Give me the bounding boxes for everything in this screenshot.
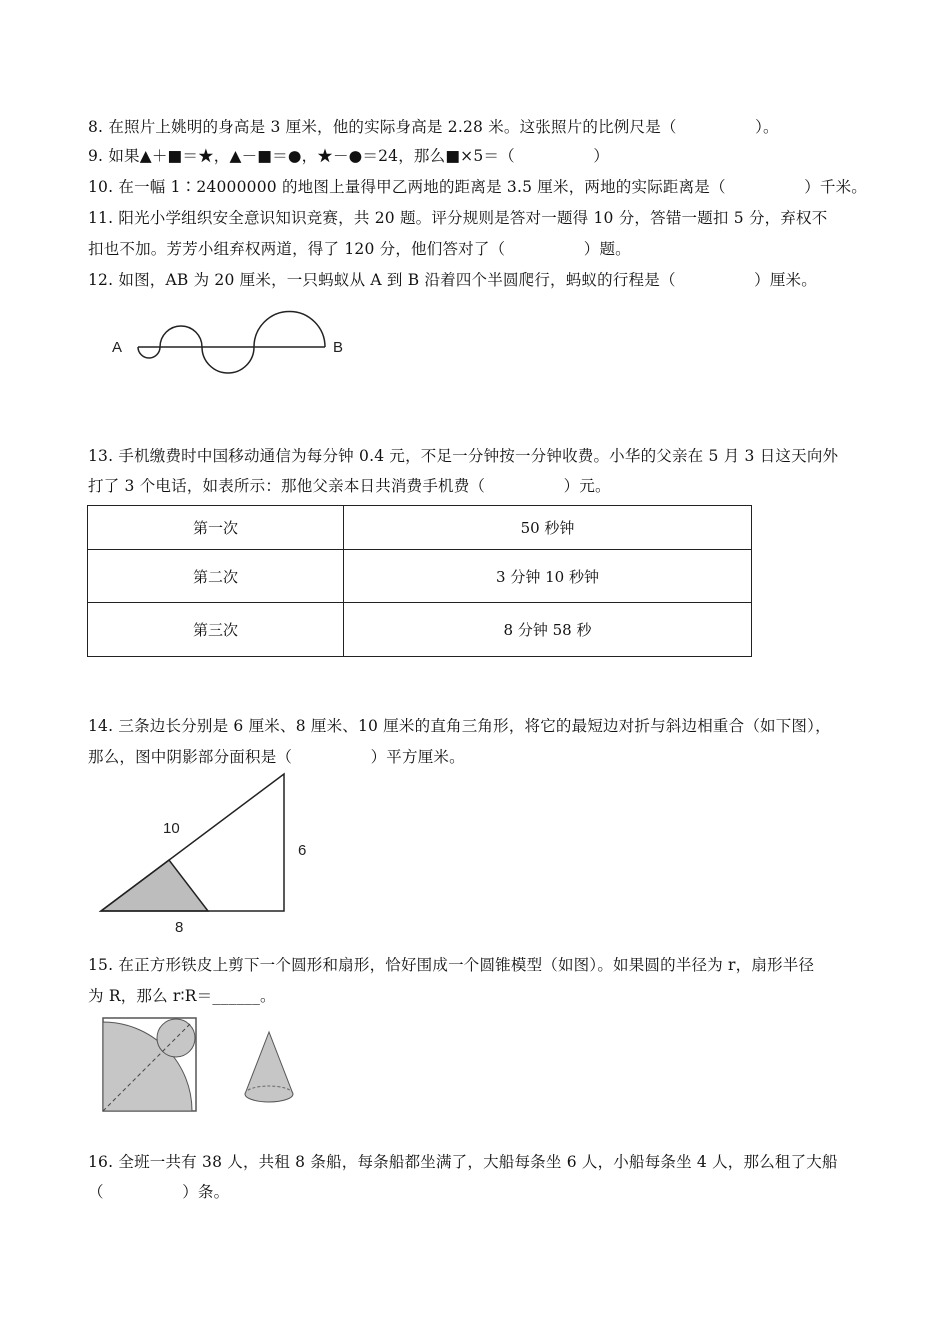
semicircle-2 [160,326,202,347]
table-row [88,550,752,603]
question-13-line-2: 打了 3 个电话，如表所示：那他父亲本日共消费手机费（ ）元。 [88,477,611,495]
call-label-cell: 第二次 [88,550,344,603]
right-triangle-figure [95,765,325,940]
question-11-line-1: 11. 阳光小学组织安全意识知识竞赛，共 20 题。评分规则是答对一题得 10 分，答错一题扣 5 分，弃权不 [88,209,828,227]
cone-model-figure [98,1012,298,1117]
question-8: 8. 在照片上姚明的身高是 3 厘米，他的实际身高是 2.28 米。这张照片的比例尺是（ ）。 [88,118,779,136]
semicircle-4 [254,312,325,348]
call-duration-cell: 50 秒钟 [344,506,752,550]
label-hypotenuse: 10 [163,820,180,837]
label-a: A [112,339,123,356]
call-label-cell: 第三次 [88,603,344,657]
question-12: 12. 如图，AB 为 20 厘米，一只蚂蚁从 A 到 B 沿着四个半圆爬行，蚂蚁的行程是（ ）厘米。 [88,271,817,289]
semicircle-path-figure [100,300,360,385]
table-row [88,603,752,657]
question-11-line-2: 扣也不加。芳芳小组弃权两道，得了 120 分，他们答对了（ ）题。 [88,240,631,258]
table-row [88,506,752,550]
label-base: 8 [175,919,184,936]
question-16-line-2: （ ）条。 [88,1183,230,1201]
label-b: B [333,339,344,356]
question-9: 9. 如果▲＋■＝★，▲－■＝●，★－●＝24，那么■×5＝（ ） [88,147,610,165]
question-10: 10. 在一幅 1∶24000000 的地图上量得甲乙两地的距离是 3.5 厘米，两地的实际距离是（ ）千米。 [88,178,867,196]
call-label-cell: 第一次 [88,506,344,550]
question-14-line-1: 14. 三条边长分别是 6 厘米、8 厘米、10 厘米的直角三角形，将它的最短边对折与斜边相重合（如下图）， [88,717,831,735]
question-15-line-2: 为 R，那么 r∶R＝______。 [88,987,276,1005]
question-16-line-1: 16. 全班一共有 38 人，共租 8 条船，每条船都坐满了，大船每条坐 6 人，小船每条坐 4 人，那么租了大船 [88,1153,838,1171]
semicircle-1 [138,347,160,358]
cone-shape [245,1032,293,1102]
label-vertical-side: 6 [298,842,307,859]
question-14-line-2: 那么，图中阴影部分面积是（ ）平方厘米。 [88,748,465,766]
semicircle-3 [202,347,254,373]
question-13-line-1: 13. 手机缴费时中国移动通信为每分钟 0.4 元，不足一分钟按一分钟收费。小华的父亲在 5 月 3 日这天向外 [88,447,839,465]
question-15-line-1: 15. 在正方形铁皮上剪下一个圆形和扇形，恰好围成一个圆锥模型（如图）。如果圆的半径为 r，扇形半径 [88,956,815,974]
call-duration-cell: 3 分钟 10 秒钟 [344,550,752,603]
shaded-triangle [101,860,208,911]
call-duration-table [87,505,752,657]
call-duration-cell: 8 分钟 58 秒 [344,603,752,657]
